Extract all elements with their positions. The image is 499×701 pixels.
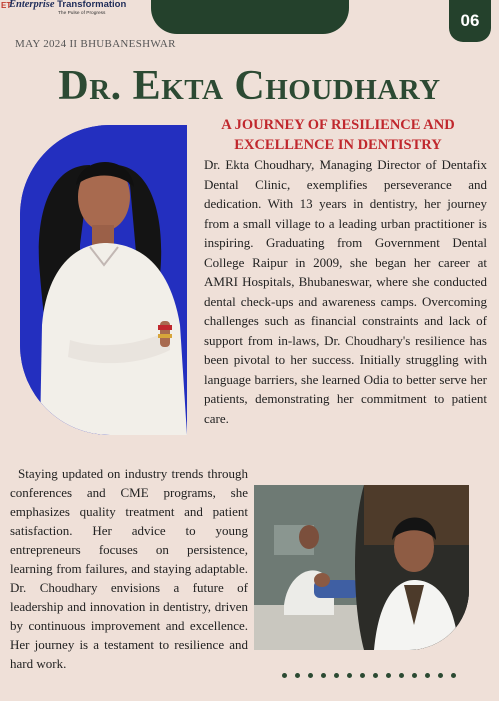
logo-mark: ET bbox=[1, 1, 12, 10]
decorative-dot bbox=[386, 673, 391, 678]
decorative-dot bbox=[334, 673, 339, 678]
decorative-dot bbox=[373, 673, 378, 678]
magazine-logo bbox=[0, 0, 150, 18]
header-tab-decoration bbox=[151, 0, 349, 34]
article-body-paragraph-2: Staying updated on industry trends through conferences and CME programs, she emphasizes quality treatment and patient satisfaction. Her advice to young entrepreneurs focuses on persistence, learning from failures, and staying adaptable. Dr. Choudhary envisions a future of leadership and innovation in dentistry, driven by continuous improvement and excellence. Her journey is a testament to resilience and hard work. bbox=[10, 466, 248, 671]
decorative-dot bbox=[282, 673, 287, 678]
decorative-dot-row bbox=[282, 673, 456, 678]
decorative-dot bbox=[295, 673, 300, 678]
logo-name: Enterprise Transformation bbox=[9, 0, 127, 10]
decorative-dot bbox=[438, 673, 443, 678]
logo-tagline: The Pulse of Progress bbox=[58, 11, 106, 16]
decorative-dot bbox=[360, 673, 365, 678]
dateline: MAY 2024 II BHUBANESHWAR bbox=[15, 38, 176, 50]
decorative-dot bbox=[308, 673, 313, 678]
portrait-photo bbox=[20, 125, 187, 435]
article-body-paragraph-1: Dr. Ekta Choudhary, Managing Director of Dentafix Dental Clinic, exemplifies perseverance and dedication. With 13 years in dentistry, her journey from a small village to a leading urban practitioner is inspiring. Graduating from Government Dental College Raipur in 2009, she began her career at AMRI Hospitals, Bhubaneswar, where she conducted dental check-ups and awareness camps. Overcoming challenges such as financial constraints and lack of support from in-laws, Dr. Choudhary's resilience has been pivotal to her success. Initially struggling with language barriers, she learned Odia to better serve her patients, demonstrating her commitment to patient care. bbox=[204, 157, 487, 426]
decorative-dot bbox=[347, 673, 352, 678]
decorative-dot bbox=[412, 673, 417, 678]
decorative-dot bbox=[451, 673, 456, 678]
clinic-photo-collage bbox=[254, 485, 469, 650]
article-subtitle: A JOURNEY OF RESILIENCE AND EXCELLENCE IN DENTISTRY bbox=[221, 117, 455, 153]
decorative-dot bbox=[425, 673, 430, 678]
page-number: 06 bbox=[449, 0, 491, 42]
decorative-dot bbox=[399, 673, 404, 678]
decorative-dot bbox=[321, 673, 326, 678]
article-title: Dr. Ekta Choudhary bbox=[58, 63, 441, 109]
